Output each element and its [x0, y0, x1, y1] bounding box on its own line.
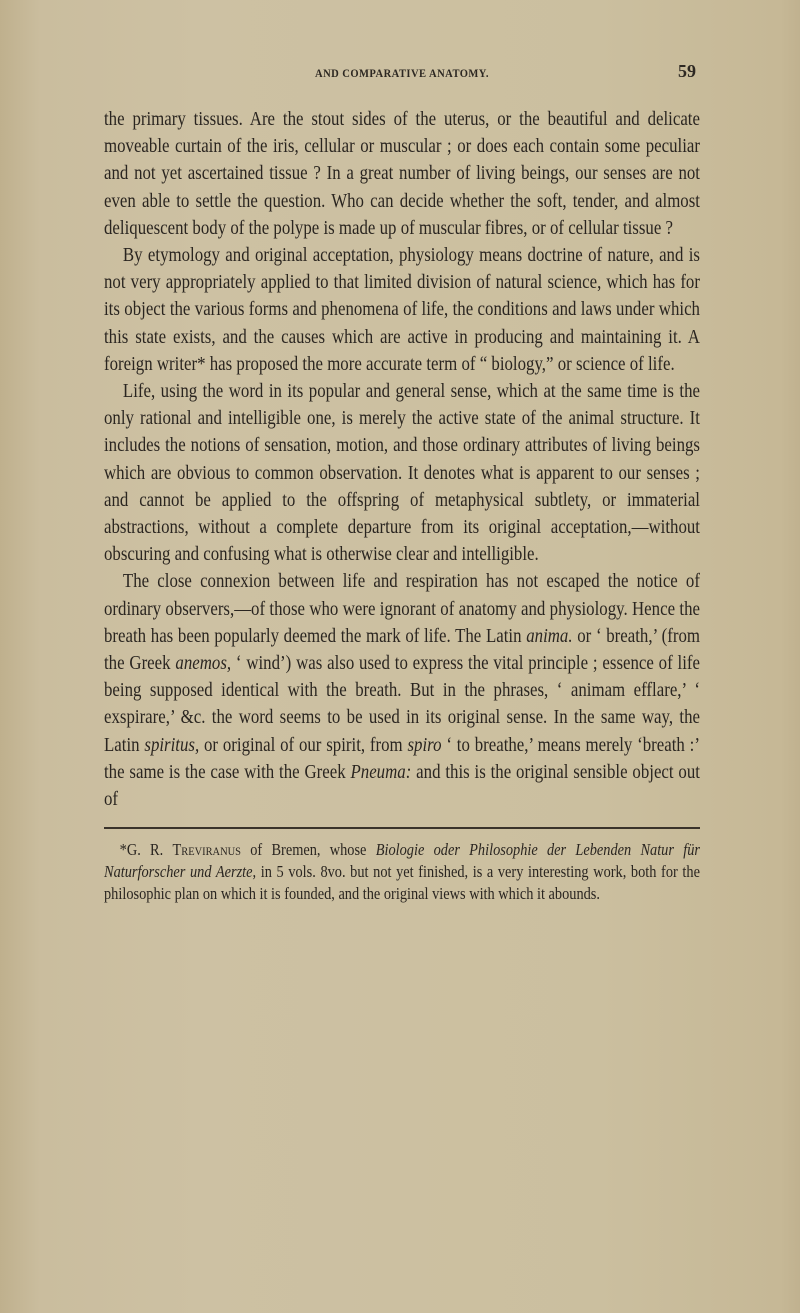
footnote-marker: * [119, 840, 127, 860]
footnote [104, 839, 700, 905]
paragraph: the primary tissues. Are the stout sides of the uterus, or the beautiful and delicate moveable curtain of the iris, cellular or muscular ; or does each contain some peculiar and not yet ascertained tissue ? In a great number of living beings, our senses are not even able to settle the question. Who can decide whether the soft, tender, and almost deliquescent body of the polype is made up of muscular fibres, or of cellular tissue ? [104, 109, 700, 239]
italic-text: spiro [407, 734, 442, 756]
italic-text: Pneuma: [350, 761, 412, 783]
footnote-text [104, 839, 700, 905]
footnote-rule [104, 827, 700, 829]
footnote-author-name: Treviranus [172, 840, 241, 860]
body-text [104, 106, 700, 813]
italic-text: Biologie oder Philosophie der Lebenden Natur für Naturforscher und Aerzte, [104, 840, 700, 882]
footnote-body: of Bremen, whose Biologie oder Philosophie der Lebenden Natur für Naturforscher und Aerzte, in 5 vols. 8vo. but not yet finished, is a very interesting work, both for the philosophic plan on which it is founded, and the original views with which it abounds. [104, 840, 700, 904]
paragraph: Life, using the word in its popular and general sense, which at the same time is the only rational and intelligible one, is merely the active state of the animal structure. It includes the notions of sensation, motion, and those ordinary attributes of living beings which are obvious to common observation. It denotes what is apparent to our senses ; and cannot be applied to the offspring of metaphysical subtlety, or immaterial abstractions, without a complete departure from its original acceptation,—without obscuring and confusing what is otherwise clear and intelligible. [104, 381, 700, 566]
running-head-title: AND COMPARATIVE ANATOMY. [315, 66, 489, 80]
italic-text: anemos, [175, 653, 232, 675]
book-page [104, 62, 700, 905]
italic-text: spiritus, [144, 734, 200, 756]
paragraph: By etymology and original acceptation, physiology means doctrine of nature, and is not very appropriately applied to that limited division of natural science, which has for its object the various forms and phenomena of life, the conditions and laws under which this state exists, and the causes which are active in producing and maintaining it. A foreign writer* has proposed the more accurate term of “ biology,” or science of life. [104, 245, 700, 375]
footnote-author-initials: G. R. [126, 840, 164, 860]
italic-text: anima. [526, 625, 573, 647]
page-number: 59 [678, 61, 696, 81]
running-head [104, 62, 700, 84]
paragraph: The close connexion between life and respiration has not escaped the notice of ordinary observers,—of those who were ignorant of anatomy and physiology. Hence the breath has been popularly deemed the mark of life. The Latin anima. or ‘ breath,’ (from the Greek anemos, ‘ wind’) was also used to express the vital principle ; essence of life being supposed identical with the breath. But in the phrases, ‘ animam efflare,’ ‘ exspirare,’ &c. the word seems to be used in its original sense. In the same way, the Latin spiritus, or original of our spirit, from spiro ‘ to breathe,’ means merely ‘breath :’ the same is the case with the Greek Pneuma: and this is the original sensible object out of [104, 571, 700, 811]
